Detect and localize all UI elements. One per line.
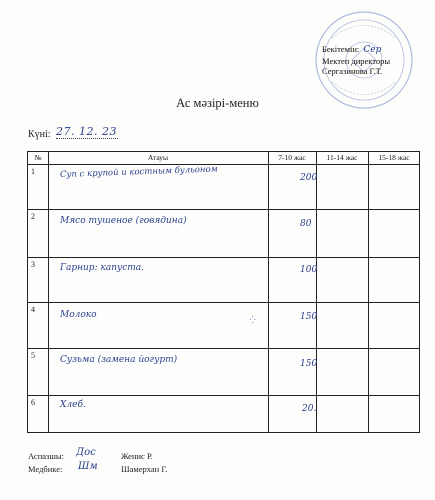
table-header [28,152,419,165]
date-underline [56,138,118,139]
director-position: Мектеп директоры [322,55,391,66]
portion-7-10: 150 [300,312,318,322]
page-title: Ас мәзірі-меню [176,96,259,110]
grid-line [28,257,419,258]
dish-name: Гарнир: капуста. [60,263,145,273]
row-number: 2 [31,212,35,221]
dish-name: Хлеб. [60,400,86,410]
row-number: 6 [31,398,35,407]
header-age-7-10: 7-10 жас [278,153,306,162]
nurse-signature: Шм [78,461,98,472]
nurse-label: Медбике: [28,464,63,474]
cook-signature: Дос [76,447,96,458]
grid-line [268,152,269,432]
grid-line [48,152,49,432]
portion-7-10: 100 [300,265,318,275]
row-number: 5 [31,351,35,360]
row-number: 1 [31,167,35,176]
portion-7-10: 80 [300,219,312,229]
grid-line [28,209,419,210]
dish-name: Мясо тушеное (говядина) [60,216,187,226]
date-label: Күні: [28,129,51,140]
row-number: 4 [31,305,35,314]
menu-table [27,151,420,433]
header-age-15-18: 15-18 жас [378,153,410,162]
portion-7-10: 150 [300,359,318,369]
approved-label: Бекітемін: [322,44,360,54]
director-signature: Сер [363,45,382,55]
header-num: № [34,153,42,162]
cook-label: Аспазшы: [28,451,64,461]
nurse-name: Шамерхан Г. [121,464,168,474]
header-name: Атауы [147,153,169,162]
grid-line [28,395,419,396]
portion-7-10: 20. [302,404,317,414]
dish-name: Суп с крупой и костным бульоном [59,164,218,180]
dish-name: Сузьма (замена йогурт) [60,355,178,365]
grid-line [316,152,317,432]
header-age-11-14: 11-14 жас [326,153,358,162]
row-number: 3 [31,260,35,269]
approval-block [322,44,390,77]
director-name: Сергазинова Г.Т. [322,66,383,76]
grid-line [28,302,419,303]
portion-7-10: 200 [300,173,318,183]
date-value: 27. 12. 23 [56,125,117,138]
cook-name: Женис Р. [121,451,153,461]
grid-line [368,152,369,432]
grid-line [28,348,419,349]
dish-name: Молоко [60,310,97,320]
ink-dots: ⁛ [250,316,256,324]
